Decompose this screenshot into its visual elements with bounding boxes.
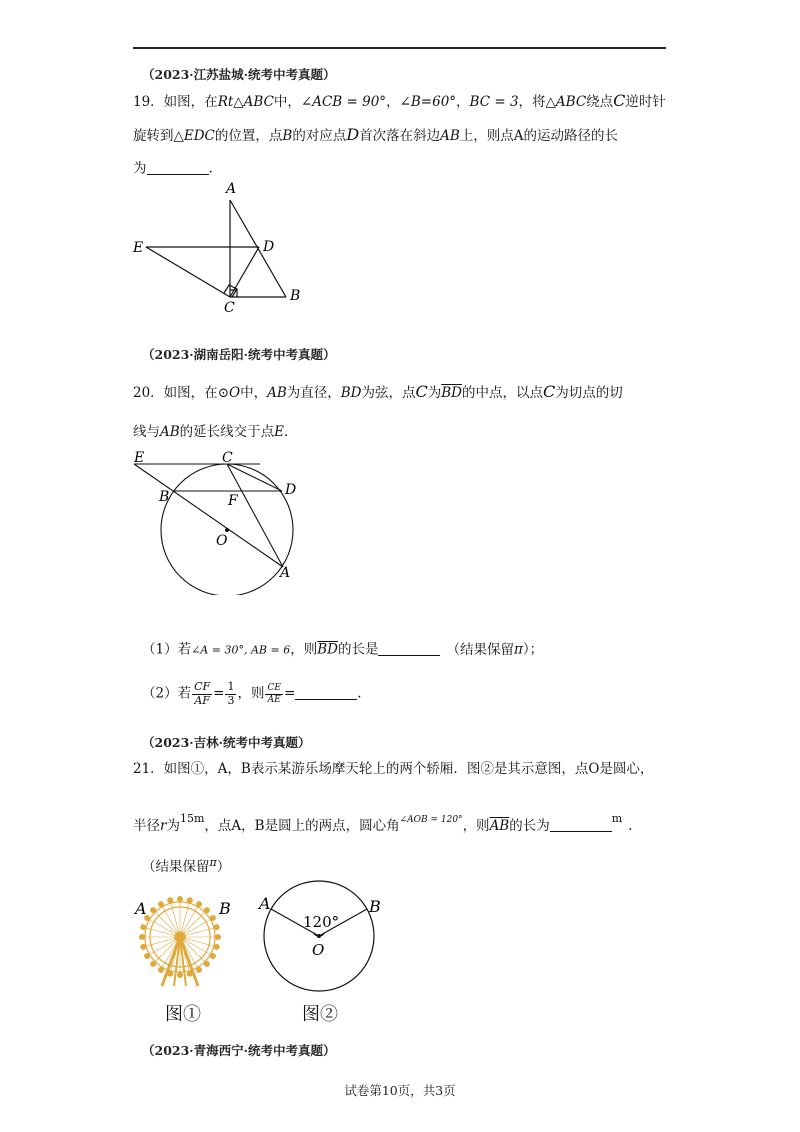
q20-part1: （1）若∠A = 30°, AB = 6，则$\overline{BD}$的长是 （结果保留π）； [142,641,544,658]
q21-wheel-cabin [140,944,146,950]
q20-label-a: A [280,565,291,581]
q19-figure [128,180,318,315]
q20-figure [128,445,303,595]
q21-fig2-caption: 图② [302,1004,338,1025]
q19-answer-blank[interactable] [147,160,209,175]
q21-wheel-cabin [140,924,146,930]
q21-wheel-cabin [158,967,164,973]
q21-wheel-spoke [180,903,189,937]
q21-wheel-cabin [196,901,202,907]
q21-wheel-cabin [177,972,183,978]
q20-label-e: E [134,450,145,466]
q21-wheel-spoke [146,928,180,937]
q21-wheel-spoke [171,903,180,937]
q21-wheel-cabin [196,967,202,973]
q20-label-d: D [285,482,297,498]
q21-line2: 半径r为$^{15m}$，点A，B是圆上的两点，圆心角$^{\angle AOB = 120^\circ}$，则$\overline{AB}$的长为 $^m$ . [133,812,633,834]
q21-fig1-caption: 图① [165,1004,201,1025]
q21-wheel-cabin [210,915,216,921]
q21-fig2-label-a: A [259,894,271,913]
q21-line3: （结果保留$^\pi$） [142,856,231,875]
q20-line1: 20．如图，在⊙O中，AB为直径，BD为弦，点C为$\overline{BD}$的中点，以点C为切点的切 [133,382,623,401]
q20-label-o: O [216,533,228,549]
q19-line3: 为 . [133,160,213,177]
q19-line2: 旋转到△EDC的位置，点B的对应点D首次落在斜边AB上，则点A的运动路径的长 [133,125,619,144]
q21-fig2-angle-label: 120° [303,913,340,931]
q21-ferris-wheel-figure [130,890,235,990]
q21-wheel-cabin [214,924,220,930]
q20-part2-answer-blank[interactable] [295,685,357,700]
q21-wheel-cabin [214,944,220,950]
q20-center-dot [225,528,229,532]
q20-segment-cd [227,464,282,491]
q20-label-b: B [159,489,170,505]
q19-side-ec [146,247,230,297]
q21-wheel-spoke [146,937,180,946]
q21-wheel-cabin [187,897,193,903]
q21-wheel-cabin [150,907,156,913]
q20-line2: 线与AB的延长线交于点E． [133,424,298,440]
q21-wheel-cabin [215,934,221,940]
q21-source: （2023·吉林·统考中考真题） [142,735,311,750]
q21-schematic-figure [255,875,390,997]
q21-wheel-cabin [139,934,145,940]
q21-wheel-spoke [180,937,214,946]
q19-label-a: A [226,181,237,197]
q21-wheel-cabin [158,901,164,907]
q21-wheel-spoke [180,928,214,937]
q19-source: （2023·江苏盐城·统考中考真题） [142,67,336,82]
q21-fig1-label-b: B [219,899,231,918]
q20-source: （2023·湖南岳阳·统考中考真题） [142,347,336,362]
q19-label-c: C [224,300,235,315]
q20-part1-answer-blank[interactable] [378,641,440,656]
q21-wheel-cabin [150,961,156,967]
q21-fig2-label-b: B [369,897,381,916]
q19-label-b: B [290,288,301,304]
top-rule [133,47,666,49]
q19-label-e: E [133,240,144,256]
q21-wheel-cabin [177,896,183,902]
q21-line1: 21．如图①，A，B表示某游乐场摩天轮上的两个轿厢．图②是其示意图，点O是圆心， [133,761,654,777]
q21-wheel-cabin [204,907,210,913]
q21-fig1-label-a: A [135,899,147,918]
q21-fig2-label-o: O [312,941,325,959]
q21-wheel-cabin [210,953,216,959]
q20-line-eba [134,464,283,567]
q19-label-d: D [263,239,275,255]
q19-line1: 19．如图，在Rt△ABC中，∠ACB = 90°，∠B=60°，BC = 3，将△ABC绕点C逆时针 [133,91,666,110]
q21-center-dot [317,934,321,938]
q20-label-f: F [228,493,238,509]
q22-source: （2023·青海西宁·统考中考真题） [142,1043,336,1058]
q20-label-c: C [222,450,233,466]
q20-part2: （2）若 $\frac{CF}{AF}$ = $\frac{1}{3}$ ，则 $\frac{CE}{AE}$ = . [142,680,362,707]
q21-answer-blank[interactable] [550,818,612,833]
q20-segment-ca [227,464,283,567]
q21-wheel-cabin [204,961,210,967]
q21-wheel-cabin [144,953,150,959]
page-footer: 试卷第10页，共3页 [344,1083,456,1098]
q21-wheel-cabin [167,897,173,903]
